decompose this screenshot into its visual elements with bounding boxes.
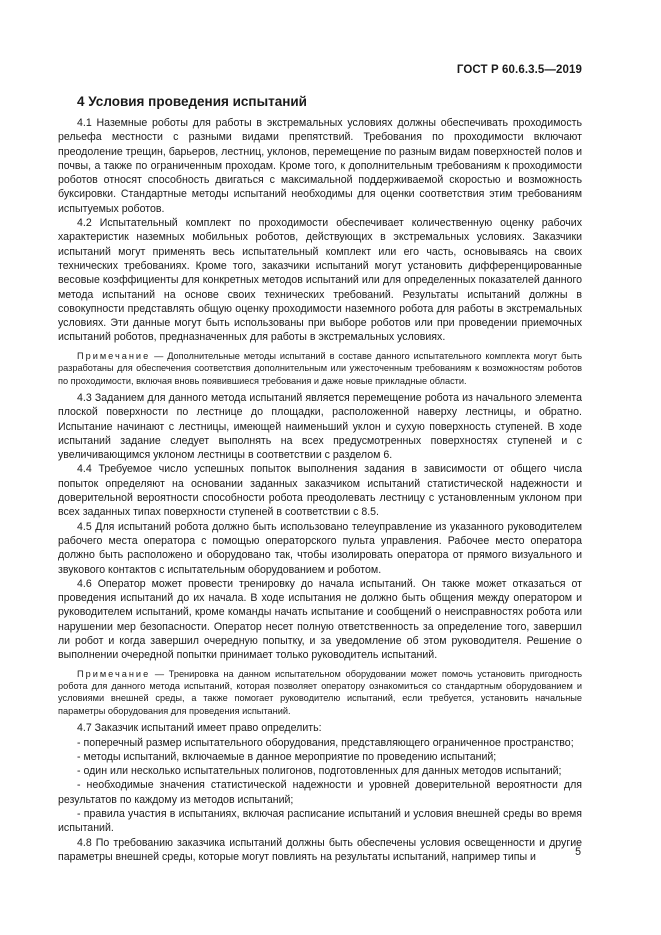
section-body: [58, 116, 582, 864]
list-item: - один или несколько испытательных полигонов, подготовленных для данных методов испытаний;: [77, 765, 562, 778]
paragraph-4-7: 4.7 Заказчик испытаний имеет право определить:: [77, 722, 322, 735]
paragraph-4-8: 4.8 По требованию заказчика испытаний должны быть обеспечены условия освещенности и другие параметры внешней среды, которые могут повлиять на результаты испытаний, например типы и: [58, 836, 582, 863]
note-2-text: — Тренировка на данном испытательном оборудовании может помочь установить пригодность робота для данного метода испытаний, которая позволяет оператору ознакомиться со стандартным оборудованием и условиями внешней среды, а также помогает руководителю испытаний, если требуется, установить начальные параметры оборудования для проведения испытаний.: [58, 668, 582, 716]
note-1-label: Примечание: [77, 350, 151, 361]
list-item: - поперечный размер испытательного оборудования, представляющего ограниченное пространство;: [77, 736, 574, 749]
paragraph-4-2: 4.2 Испытательный комплект по проходимости обеспечивает количественную оценку рабочих характеристик наземных мобильных роботов, действующих в экстремальных условиях. Заказчики испытаний могут применять весь испытательный комплект или его часть, основываясь на своих технических требованиях. Кроме того, заказчики испытаний могут установить дифференцированные весовые коэффициенты для конкретных методов испытаний или для определенных показателей данного метода испытаний на основе своих технических требований. Результаты испытаний должны в совокупности представлять общую оценку проходимости наземного робота для работы в экстремальных условиях. Эти данные могут быть использованы при выборе роботов или при проведении приемочных испытаний роботов, предназначенных для работы в экстремальных условиях.: [58, 217, 582, 344]
paragraph-4-6: 4.6 Оператор может провести тренировку до начала испытаний. Он также может отказаться от проведения испытаний до их начала. В ходе испытания не должно быть общения между оператором и руководителем испытаний, кроме команды начать испытание и сообщений о неисправностях робота или нарушении мер безопасности. Оператор несет полную ответственность за определение того, завершил ли робот и когда завершил очередную попытку, и за уведомление об этом руководителя. Решение о выполнении очередной попытки принимает только руководитель испытаний.: [58, 577, 582, 662]
list-item: - правила участия в испытаниях, включая расписание испытаний и условия внешней среды во время испытаний.: [58, 808, 582, 835]
standard-id: ГОСТ Р 60.6.3.5—2019: [456, 64, 582, 76]
page-number: 5: [575, 846, 581, 858]
list-item: - методы испытаний, включаемые в данное мероприятие по проведению испытаний;: [77, 750, 497, 763]
note-1-text: — Дополнительные методы испытаний в составе данного испытательного комплекта могут быть разработаны для обеспечения соответствия дополнительным или ужесточенным требованиям к возможностям роботов по проходимости, включая вновь появившиеся требования и даже новые прикладные области.: [58, 350, 582, 386]
note-1: [58, 350, 582, 387]
list-item: - необходимые значения статистической надежности и уровней доверительной вероятности для результатов по каждому из методов испытаний;: [58, 779, 582, 806]
paragraph-4-1: 4.1 Наземные роботы для работы в экстремальных условиях должны обеспечивать проходимость рельефа местности с разными видами препятствий. Требования по проходимости включают преодоление трещин, барьеров, лестниц, уклонов, перемещение по разным видам поверхностей полов и почвы, а также по ограниченным проходам. Кроме того, к дополнительным требованиям к проходимости роботов относят способность двигаться с максимальной поддерживаемой скоростью и возможность буксировки. Стандартные методы испытаний необходимы для оценки соответствия этим требованиям испытуемых роботов.: [58, 117, 582, 215]
paragraph-4-5: 4.5 Для испытаний робота должно быть использовано телеуправление из указанного руководителем рабочего места оператора с помощью операторского пульта управления. Рабочее место оператора должно быть расположено и оборудовано так, чтобы изолировать оператора от прямого визуального и звукового контактов с испытательным оборудованием и роботом.: [58, 520, 582, 576]
note-2: [58, 668, 582, 718]
section-title: 4 Условия проведения испытаний: [77, 94, 307, 109]
paragraph-4-3: 4.3 Заданием для данного метода испытаний является перемещение робота из начального элемента плоской поверхности по лестнице до площадки, расположенной наверху лестницы, и обратно. Испытание начинают с лестницы, имеющей наименьший уклон и сухую поверхность ступеней. В ходе испытаний задание следует выполнять на всех предусмотренных поверхностях ступеней и с увеличивающимся уклоном лестницы в соответствии с разделом 6.: [58, 391, 582, 462]
paragraph-4-4: 4.4 Требуемое число успешных попыток выполнения задания в зависимости от общего числа попыток определяют на основании заданных заказчиком испытаний статистической надежности и доверительной вероятности способности робота преодолевать лестницу с установленным уклоном при всех заданных типах поверхности ступеней в соответствии с 8.5.: [58, 463, 582, 519]
note-2-label: Примечание: [77, 668, 151, 679]
